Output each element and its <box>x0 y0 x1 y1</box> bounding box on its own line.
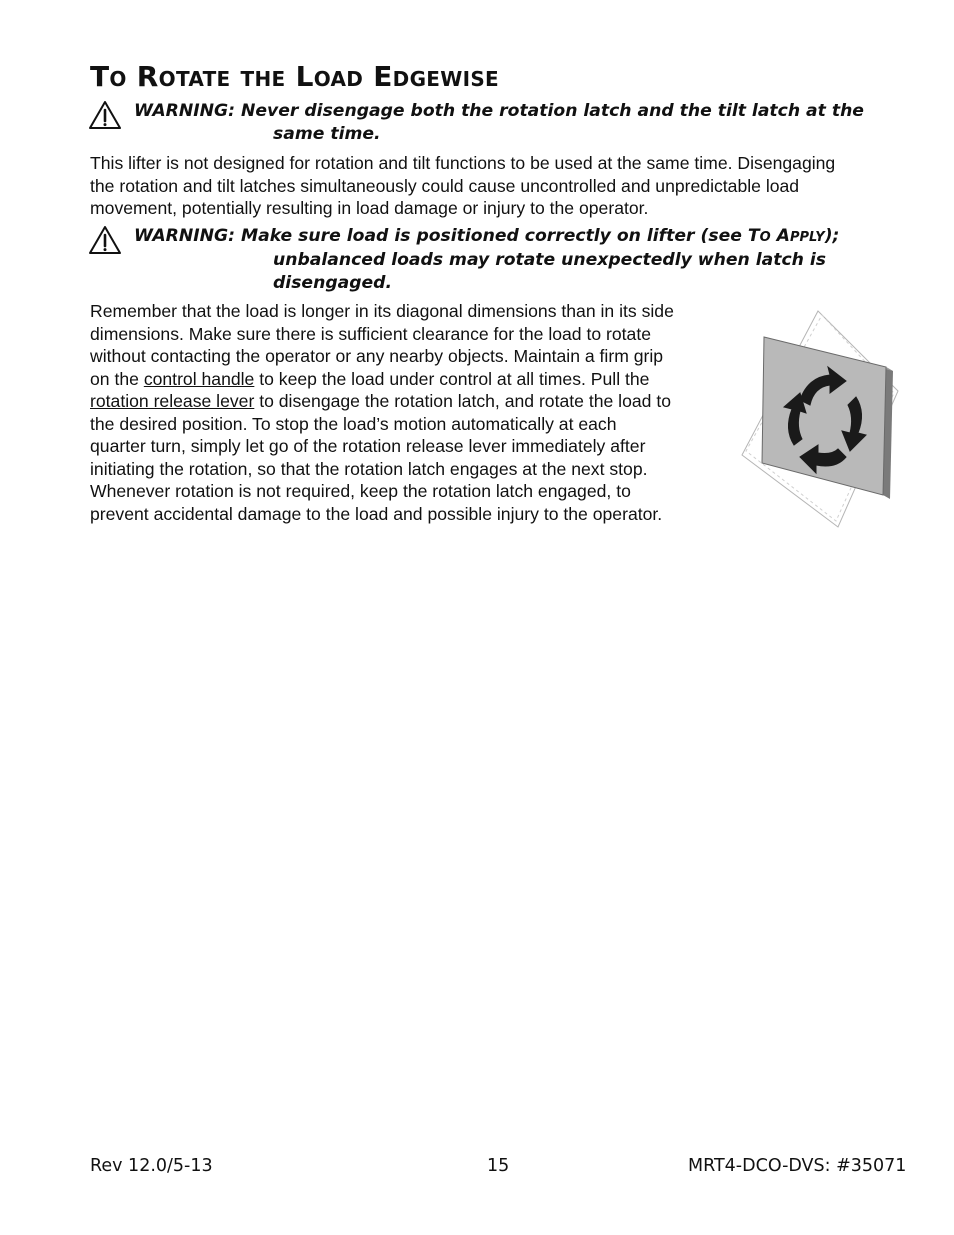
paragraph-line: movement, potentially resulting in load damage or injury to the operator. <box>90 198 649 218</box>
control-handle-term: control handle <box>143 368 255 389</box>
paragraph-line: the desired position. To stop the load’s motion automatically at each <box>90 413 617 434</box>
cross-reference: T <box>747 226 760 246</box>
paragraph <box>90 300 674 525</box>
paragraph-line: on the <box>90 368 144 389</box>
paragraph-line: initiating the rotation, so that the rotation latch engages at the next stop. <box>90 458 648 479</box>
paragraph-line: to disengage the rotation latch, and rotate the load to <box>254 391 671 411</box>
warning-line: WARNING: Never disengage both the rotation latch and the tilt latch at the <box>134 101 864 121</box>
paragraph-line: without contacting the operator or any nearby objects. Maintain a firm grip <box>90 346 664 366</box>
heading-text: O <box>109 67 127 91</box>
rotating-load-illustration <box>738 305 900 531</box>
warning-line: unbalanced loads may rotate unexpectedly when latch is <box>273 250 827 270</box>
paragraph-line: the rotation and tilt latches simultaneously could cause uncontrolled and unpredictable load <box>90 175 800 196</box>
cross-reference: A <box>770 226 790 246</box>
cross-reference: PPLY <box>789 230 825 245</box>
revision-label: Rev 12.0/5-13 <box>90 1156 213 1176</box>
heading-text: T <box>90 60 110 93</box>
warning-line: disengaged. <box>273 273 393 293</box>
warning-line: same time. <box>273 124 381 144</box>
heading-text: THE <box>240 67 286 91</box>
warning-line: WARNING: Make sure load is positioned correctly on lifter (see <box>134 226 748 246</box>
paragraph-line: Remember that the load is longer in its diagonal dimensions than in its side <box>90 301 674 321</box>
warning-triangle-icon <box>88 100 122 130</box>
warning-triangle-icon <box>88 225 122 255</box>
warning-line: ); <box>824 226 840 246</box>
document-id: MRT4-DCO-DVS: #35071 <box>688 1156 907 1176</box>
rotation-release-lever-term: rotation release lever <box>90 391 255 411</box>
cross-reference: O <box>759 230 771 245</box>
paragraph-line: This lifter is not designed for rotation and tilt functions to be used at the same time. Disengaging <box>90 153 836 173</box>
paragraph-line: Whenever rotation is not required, keep the rotation latch engaged, to <box>90 481 631 501</box>
paragraph-line: to keep the load under control at all times. Pull the <box>254 368 650 389</box>
section-heading <box>90 58 499 98</box>
heading-text: L <box>295 60 314 93</box>
paragraph-line: prevent accidental damage to the load and possible injury to the operator. <box>90 503 663 524</box>
paragraph-line: dimensions. Make sure there is sufficient clearance for the load to rotate <box>90 323 652 344</box>
paragraph <box>90 152 835 220</box>
heading-text: OAD <box>313 67 364 91</box>
warning-message <box>134 225 839 295</box>
paragraph-line: quarter turn, simply let go of the rotation release lever immediately after <box>90 436 646 456</box>
heading-text: R <box>136 60 159 93</box>
heading-text: OTATE <box>158 67 231 91</box>
heading-text: E <box>373 60 393 93</box>
warning-message <box>134 100 864 146</box>
heading-text: DGEWISE <box>392 67 500 91</box>
page-number: 15 <box>487 1156 510 1176</box>
